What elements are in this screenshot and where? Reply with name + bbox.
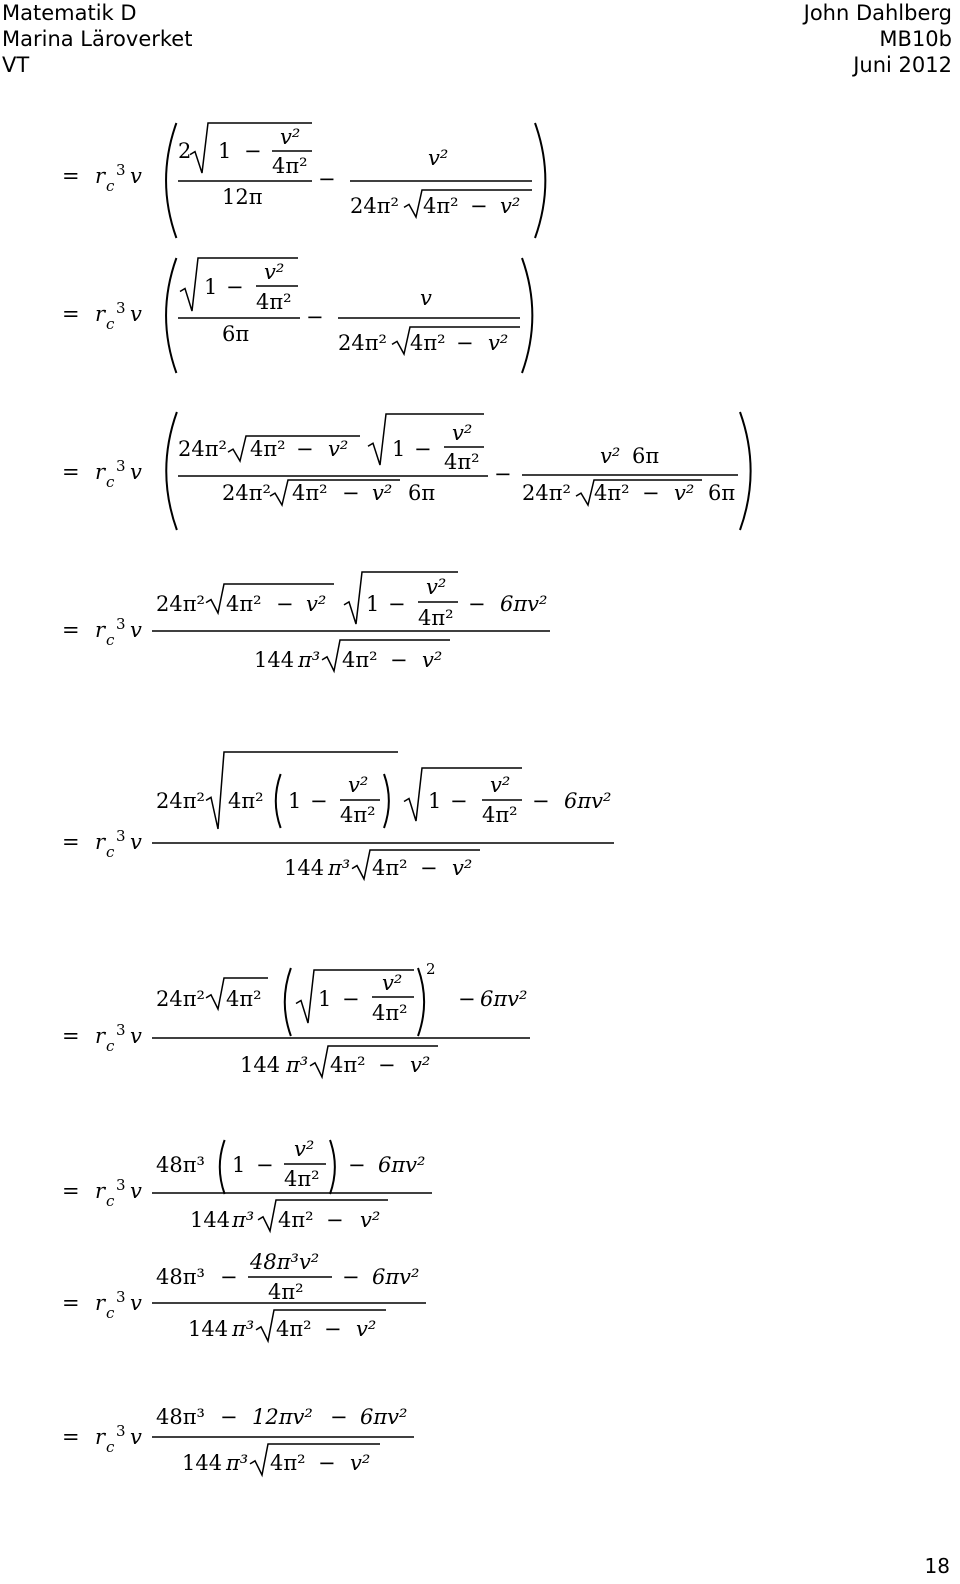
math-term: 4π² [594, 481, 630, 505]
math-term: v² [360, 1208, 381, 1232]
subscript-c: c [106, 1304, 115, 1322]
math-term: π³ [226, 1451, 249, 1475]
math-term: 24π² [222, 481, 271, 505]
math-term: 6πv² [480, 987, 528, 1011]
math-term: 24π² [350, 194, 399, 218]
math-term: 6π [708, 481, 736, 505]
radius-symbol: r [95, 830, 106, 854]
subscript-c: c [106, 315, 115, 333]
math-term: 2 [178, 139, 192, 163]
math-term: 4π² [270, 1451, 306, 1475]
left-parenthesis [285, 968, 291, 1036]
left-parenthesis [166, 412, 177, 530]
math-term: 4π² [330, 1053, 366, 1077]
minus-sign: − [348, 1153, 366, 1177]
minus-sign: − [378, 1053, 396, 1077]
math-term: 24π² [338, 331, 387, 355]
math-term: 4π² [340, 803, 376, 827]
math-term: 48π³ [156, 1265, 205, 1289]
math-term: 4π² [226, 987, 262, 1011]
math-term: 144 [254, 648, 295, 672]
math-term: v² [356, 1317, 377, 1341]
minus-sign: − [324, 1317, 342, 1341]
equals-sign: = [62, 164, 80, 188]
minus-sign: − [458, 987, 476, 1011]
equals-sign: = [62, 830, 80, 854]
superscript-3: 3 [116, 161, 126, 179]
math-term: v² [410, 1053, 431, 1077]
velocity-symbol: v [130, 164, 142, 188]
math-term: v² [294, 1137, 315, 1161]
math-term: v² [280, 125, 301, 149]
math-term: 24π² [178, 437, 227, 461]
radius-symbol: r [95, 164, 106, 188]
math-term: 48π³v² [250, 1250, 320, 1274]
math-term: 144 [182, 1451, 223, 1475]
minus-sign: − [342, 481, 360, 505]
minus-sign: − [450, 789, 468, 813]
equals-sign: = [62, 618, 80, 642]
math-term: v² [452, 856, 473, 880]
math-term: 1 [288, 789, 302, 813]
subscript-c: c [106, 473, 115, 491]
math-term: 4π² [268, 1280, 304, 1304]
math-term: 6πv² [360, 1405, 408, 1429]
math-term: v² [382, 971, 403, 995]
math-term: 4π² [482, 803, 518, 827]
minus-sign: − [390, 648, 408, 672]
subscript-c: c [106, 1037, 115, 1055]
velocity-symbol: v [130, 618, 142, 642]
superscript-3: 3 [116, 1288, 126, 1306]
superscript-3: 3 [116, 615, 126, 633]
math-term: v² [500, 194, 521, 218]
math-term: 24π² [156, 789, 205, 813]
right-parenthesis [535, 123, 545, 238]
velocity-symbol: v [130, 302, 142, 326]
left-parenthesis [166, 123, 176, 238]
school-name: Marina Läroverket [2, 27, 193, 51]
velocity-symbol: v [130, 830, 142, 854]
math-term: 1 [232, 1153, 246, 1177]
velocity-symbol: v [130, 1179, 142, 1203]
superscript-3: 3 [116, 1422, 126, 1440]
left-parenthesis [276, 774, 281, 828]
minus-sign: − [256, 1153, 274, 1177]
subscript-c: c [106, 843, 115, 861]
math-term: π³ [298, 648, 321, 672]
math-term: 12π [222, 185, 263, 209]
math-term: 4π² [256, 290, 292, 314]
math-term: 48π³ [156, 1153, 205, 1177]
math-term: 4π² [342, 648, 378, 672]
author-name: John Dahlberg [803, 1, 952, 25]
minus-sign: − [414, 437, 432, 461]
math-term: 1 [218, 139, 232, 163]
minus-sign: − [342, 987, 360, 1011]
math-term: 1 [428, 789, 442, 813]
right-parenthesis [384, 774, 389, 828]
math-term: 24π² [156, 592, 205, 616]
math-term: 6π [222, 322, 250, 346]
page-number: 18 [924, 1554, 950, 1578]
minus-sign: − [220, 1265, 238, 1289]
minus-sign: − [468, 592, 486, 616]
math-term: v² [452, 421, 473, 445]
right-parenthesis [740, 412, 751, 530]
minus-sign: − [226, 275, 244, 299]
subscript-c: c [106, 177, 115, 195]
math-term: v [420, 286, 432, 310]
math-term: 4π² [410, 331, 446, 355]
math-term: v² [350, 1451, 371, 1475]
radius-symbol: r [95, 618, 106, 642]
math-term: π³ [232, 1208, 255, 1232]
math-term: π³ [286, 1053, 309, 1077]
superscript-3: 3 [116, 827, 126, 845]
math-term: 4π² [372, 856, 408, 880]
math-term: 1 [366, 592, 380, 616]
subscript-c: c [106, 1192, 115, 1210]
math-term: π³ [232, 1317, 255, 1341]
math-term: 1 [318, 987, 332, 1011]
math-term: 4π² [372, 1001, 408, 1025]
math-term: 1 [392, 437, 406, 461]
radius-symbol: r [95, 1179, 106, 1203]
math-term: v² [426, 575, 447, 599]
right-parenthesis [330, 1140, 335, 1194]
math-term: 24π² [522, 481, 571, 505]
velocity-symbol: v [130, 1024, 142, 1048]
superscript-2: 2 [426, 960, 436, 978]
date: Juni 2012 [853, 53, 952, 77]
velocity-symbol: v [130, 460, 142, 484]
radius-symbol: r [95, 1291, 106, 1315]
equals-sign: = [62, 460, 80, 484]
subscript-c: c [106, 1438, 115, 1456]
right-parenthesis [522, 258, 532, 373]
velocity-symbol: v [130, 1291, 142, 1315]
math-term: 6π [632, 444, 660, 468]
math-term: 48π³ [156, 1405, 205, 1429]
superscript-3: 3 [116, 1021, 126, 1039]
superscript-3: 3 [116, 457, 126, 475]
math-term: 144 [188, 1317, 229, 1341]
term: VT [2, 53, 30, 77]
math-term: 6πv² [564, 789, 612, 813]
left-parenthesis [166, 258, 176, 373]
math-term: v² [306, 592, 327, 616]
subscript-c: c [106, 631, 115, 649]
math-term: v² [674, 481, 695, 505]
math-term: 4π² [278, 1208, 314, 1232]
minus-sign: − [456, 331, 474, 355]
class-name: MB10b [879, 27, 952, 51]
math-term: 144 [284, 856, 325, 880]
radius-symbol: r [95, 1425, 106, 1449]
minus-sign: − [318, 1451, 336, 1475]
equals-sign: = [62, 302, 80, 326]
math-term: 4π² [292, 481, 328, 505]
math-term: 4π² [284, 1167, 320, 1191]
math-term: v² [422, 648, 443, 672]
math-term: 144 [240, 1053, 281, 1077]
radius-symbol: r [95, 460, 106, 484]
math-term: 4π² [418, 606, 454, 630]
math-term: 6πv² [378, 1153, 426, 1177]
math-term: v² [600, 444, 621, 468]
minus-sign: − [296, 437, 314, 461]
math-term: 6π [408, 481, 436, 505]
math-term: 4π² [444, 450, 480, 474]
radius-symbol: r [95, 302, 106, 326]
minus-sign: − [642, 481, 660, 505]
minus-sign: − [330, 1405, 348, 1429]
right-parenthesis [418, 968, 424, 1036]
math-term: 4π² [226, 592, 262, 616]
minus-sign: − [342, 1265, 360, 1289]
superscript-3: 3 [116, 1176, 126, 1194]
equals-sign: = [62, 1425, 80, 1449]
minus-sign: − [388, 592, 406, 616]
minus-sign: − [310, 789, 328, 813]
minus-sign: − [220, 1405, 238, 1429]
math-term: 6πv² [500, 592, 548, 616]
math-term: v² [490, 773, 511, 797]
minus-sign: − [276, 592, 294, 616]
minus-sign: − [470, 194, 488, 218]
math-term: 24π² [156, 987, 205, 1011]
math-term: 4π² [423, 194, 459, 218]
math-term: 4π² [250, 437, 286, 461]
minus-sign: − [494, 462, 512, 486]
velocity-symbol: v [130, 1425, 142, 1449]
math-term: v² [264, 260, 285, 284]
minus-sign: − [318, 167, 336, 191]
math-term: π³ [328, 856, 351, 880]
math-term: 12πv² [252, 1405, 313, 1429]
math-term: 4π² [272, 154, 308, 178]
math-term: v² [428, 146, 449, 170]
math-term: 144 [190, 1208, 231, 1232]
radius-symbol: r [95, 1024, 106, 1048]
math-term: 4π² [228, 789, 264, 813]
course-title: Matematik D [2, 1, 137, 25]
superscript-3: 3 [116, 299, 126, 317]
minus-sign: − [532, 789, 550, 813]
math-term: 6πv² [372, 1265, 420, 1289]
math-term: v² [372, 481, 393, 505]
minus-sign: − [326, 1208, 344, 1232]
math-term: v² [328, 437, 349, 461]
minus-sign: − [306, 305, 324, 329]
equals-sign: = [62, 1024, 80, 1048]
math-term: v² [488, 331, 509, 355]
equals-sign: = [62, 1291, 80, 1315]
math-term: 4π² [276, 1317, 312, 1341]
math-term: v² [348, 773, 369, 797]
left-parenthesis [220, 1140, 225, 1194]
math-term: 1 [204, 275, 218, 299]
minus-sign: − [420, 856, 438, 880]
equals-sign: = [62, 1179, 80, 1203]
minus-sign: − [244, 139, 262, 163]
